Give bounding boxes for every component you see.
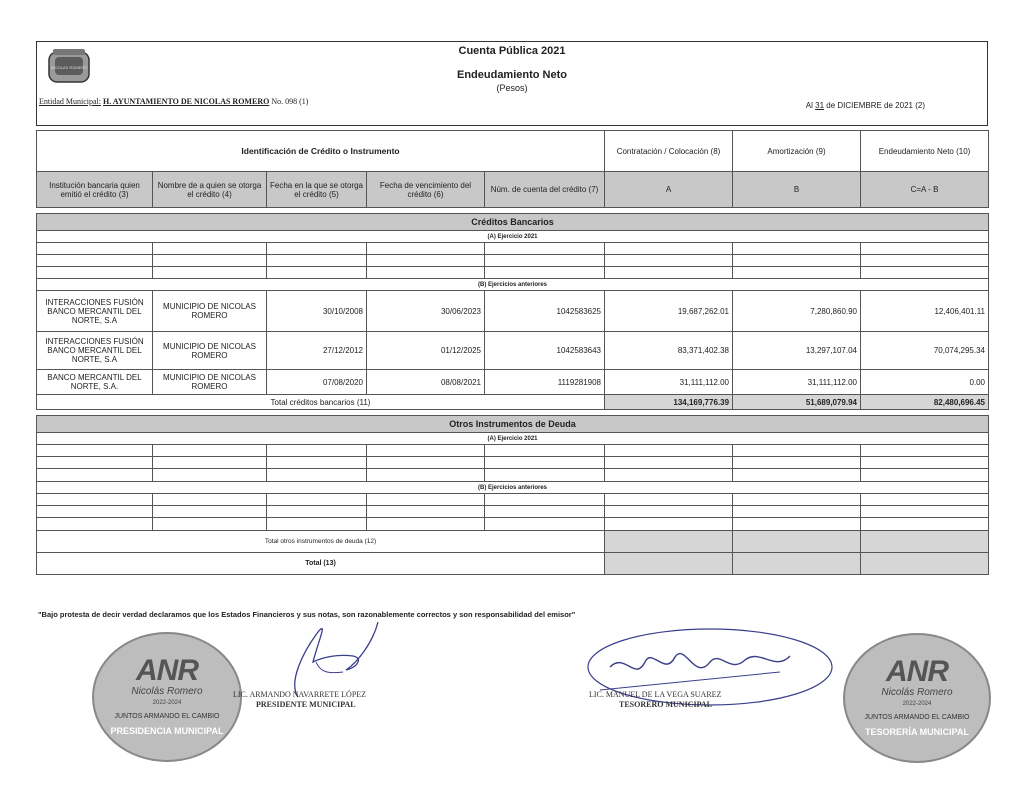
cell-institucion: INTERACCIONES FUSIÓN BANCO MERCANTIL DEL NORTE, S.A [37, 332, 153, 370]
sub-institucion: Institución bancaria quien emitió el crédito (3) [37, 172, 153, 208]
sub-a: A [605, 172, 733, 208]
cell-institucion: INTERACCIONES FUSIÓN BANCO MERCANTIL DEL NORTE, S.A [37, 291, 153, 332]
subsection-b-creditos [37, 279, 989, 291]
report-title: Cuenta Pública 2021 [458, 45, 566, 57]
cell-fecha-otorga: 07/08/2020 [267, 370, 367, 395]
date-rest: de DICIEMBRE de 2021 [826, 101, 913, 110]
date-ref: (2) [915, 101, 925, 110]
section-otros-title: Otros Instrumentos de Deuda [37, 416, 989, 433]
stamp-slogan: JUNTOS ARMANDO EL CAMBIO [864, 714, 970, 721]
stamp-name: Nicolás Romero [131, 686, 203, 697]
subheader-row [37, 172, 989, 208]
cell-neto: 0.00 [861, 370, 989, 395]
ejercicios-anteriores-label: (B) Ejercicios anteriores [37, 279, 989, 291]
stamp-period: 2022-2024 [902, 701, 932, 707]
date-day: 31 [815, 101, 825, 110]
section-otros [37, 416, 989, 433]
signer1-name: LIC. ARMANDO NAVARRETE LÓPEZ [233, 690, 367, 699]
cell-institucion: BANCO MERCANTIL DEL NORTE, S.A. [37, 370, 153, 395]
cell-contratacion: 31,111,112.00 [605, 370, 733, 395]
stamp-dept: TESORERÍA MUNICIPAL [864, 727, 969, 737]
col-amortizacion: Amortización (9) [733, 131, 861, 172]
table-row [37, 494, 989, 506]
signer2-name: LIC. MANUEL DE LA VEGA SUAREZ [589, 690, 722, 699]
presidency-stamp [92, 632, 242, 762]
cell-cuenta: 1042583643 [485, 332, 605, 370]
stamp-abbr: ANR [136, 654, 198, 687]
signer2-role: TESORERO MUNICIPAL [619, 700, 712, 709]
date-prefix: Al [805, 101, 813, 110]
signer1-role: PRESIDENTE MUNICIPAL [256, 700, 356, 709]
section-creditos-title: Créditos Bancarios [37, 214, 989, 231]
total-bancarios-label: Total créditos bancarios (11) [37, 395, 605, 410]
cell-nombre: MUNICIPIO DE NICOLAS ROMERO [153, 291, 267, 332]
subsection-a-creditos [37, 231, 989, 243]
cell-amortizacion: 13,297,107.04 [733, 332, 861, 370]
total-label: Total (13) [37, 553, 605, 575]
total-contratacion: 134,169,776.39 [605, 395, 733, 410]
sub-cuenta: Núm. de cuenta del crédito (7) [485, 172, 605, 208]
total-amortizacion: 51,689,079.94 [733, 395, 861, 410]
logo-text: NICOLAS ROMERO [50, 65, 88, 70]
cell-fecha-otorga: 27/12/2012 [267, 332, 367, 370]
stamp-dept: PRESIDENCIA MUNICIPAL [110, 726, 224, 736]
entity-name: H. AYUNTAMIENTO DE NICOLAS ROMERO [103, 97, 270, 106]
stamp-period: 2022-2024 [152, 700, 182, 706]
treasury-stamp [843, 633, 991, 763]
cell-fecha-venc: 30/06/2023 [367, 291, 485, 332]
stamp-abbr: ANR [886, 655, 948, 688]
cell-contratacion: 83,371,402.38 [605, 332, 733, 370]
entity-label: Entidad Municipal: [39, 97, 101, 106]
table-row [37, 445, 989, 457]
cell-contratacion: 19,687,262.01 [605, 291, 733, 332]
debt-table [36, 130, 989, 575]
stamp-name: Nicolás Romero [881, 687, 953, 698]
sub-c: C=A - B [861, 172, 989, 208]
total-otros-label: Total otros instrumentos de deuda (12) [37, 531, 605, 553]
report-subtitle: Endeudamiento Neto [456, 69, 567, 81]
table-row [37, 469, 989, 482]
table-row [37, 370, 989, 395]
cell-fecha-venc: 08/08/2021 [367, 370, 485, 395]
table-row [37, 332, 989, 370]
ejercicios-anteriores-label: (B) Ejercicios anteriores [37, 482, 989, 494]
sub-nombre: Nombre de a quien se otorga el crédito (4) [153, 172, 267, 208]
table-row [37, 291, 989, 332]
sub-b: B [733, 172, 861, 208]
declaration-text: "Bajo protesta de decir verdad declaramos que los Estados Financieros y sus notas, son razonablemente correctos y son responsabilidad del emisor" [38, 610, 576, 619]
president-signature [258, 612, 388, 702]
subsection-b-otros [37, 482, 989, 494]
subsection-a-otros [37, 433, 989, 445]
sub-fecha-venc: Fecha de vencimiento del crédito (6) [367, 172, 485, 208]
report-date [806, 101, 925, 110]
cell-fecha-venc: 01/12/2025 [367, 332, 485, 370]
header-row [37, 131, 989, 172]
section-creditos [37, 214, 989, 231]
ejercicio-2021-label: (A) Ejercicio 2021 [37, 231, 989, 243]
entity-line [39, 97, 308, 106]
table-row [37, 255, 989, 267]
cell-amortizacion: 31,111,112.00 [733, 370, 861, 395]
stamp-slogan: JUNTOS ARMANDO EL CAMBIO [114, 713, 220, 720]
cell-neto: 70,074,295.34 [861, 332, 989, 370]
ejercicio-2021-label: (A) Ejercicio 2021 [37, 433, 989, 445]
report-header [36, 41, 988, 126]
cell-nombre: MUNICIPIO DE NICOLAS ROMERO [153, 370, 267, 395]
cell-amortizacion: 7,280,860.90 [733, 291, 861, 332]
total-bancarios-row [37, 395, 989, 410]
entity-number: No. 098 (1) [271, 97, 309, 106]
total-neto: 82,480,696.45 [861, 395, 989, 410]
cell-neto: 12,406,401.11 [861, 291, 989, 332]
currency-label: (Pesos) [496, 83, 528, 93]
cell-fecha-otorga: 30/10/2008 [267, 291, 367, 332]
table-row [37, 518, 989, 531]
table-row [37, 267, 989, 279]
cell-cuenta: 1042583625 [485, 291, 605, 332]
sub-fecha-otorga: Fecha en la que se otorga el crédito (5) [267, 172, 367, 208]
col-endeudamiento: Endeudamiento Neto (10) [861, 131, 989, 172]
table-row [37, 243, 989, 255]
cell-nombre: MUNICIPIO DE NICOLAS ROMERO [153, 332, 267, 370]
col-contratacion: Contratación / Colocación (8) [605, 131, 733, 172]
table-row [37, 506, 989, 518]
table-row [37, 457, 989, 469]
total-row [37, 553, 989, 575]
cell-cuenta: 1119281908 [485, 370, 605, 395]
group-header: Identificación de Crédito o Instrumento [37, 131, 605, 172]
total-otros-row [37, 531, 989, 553]
